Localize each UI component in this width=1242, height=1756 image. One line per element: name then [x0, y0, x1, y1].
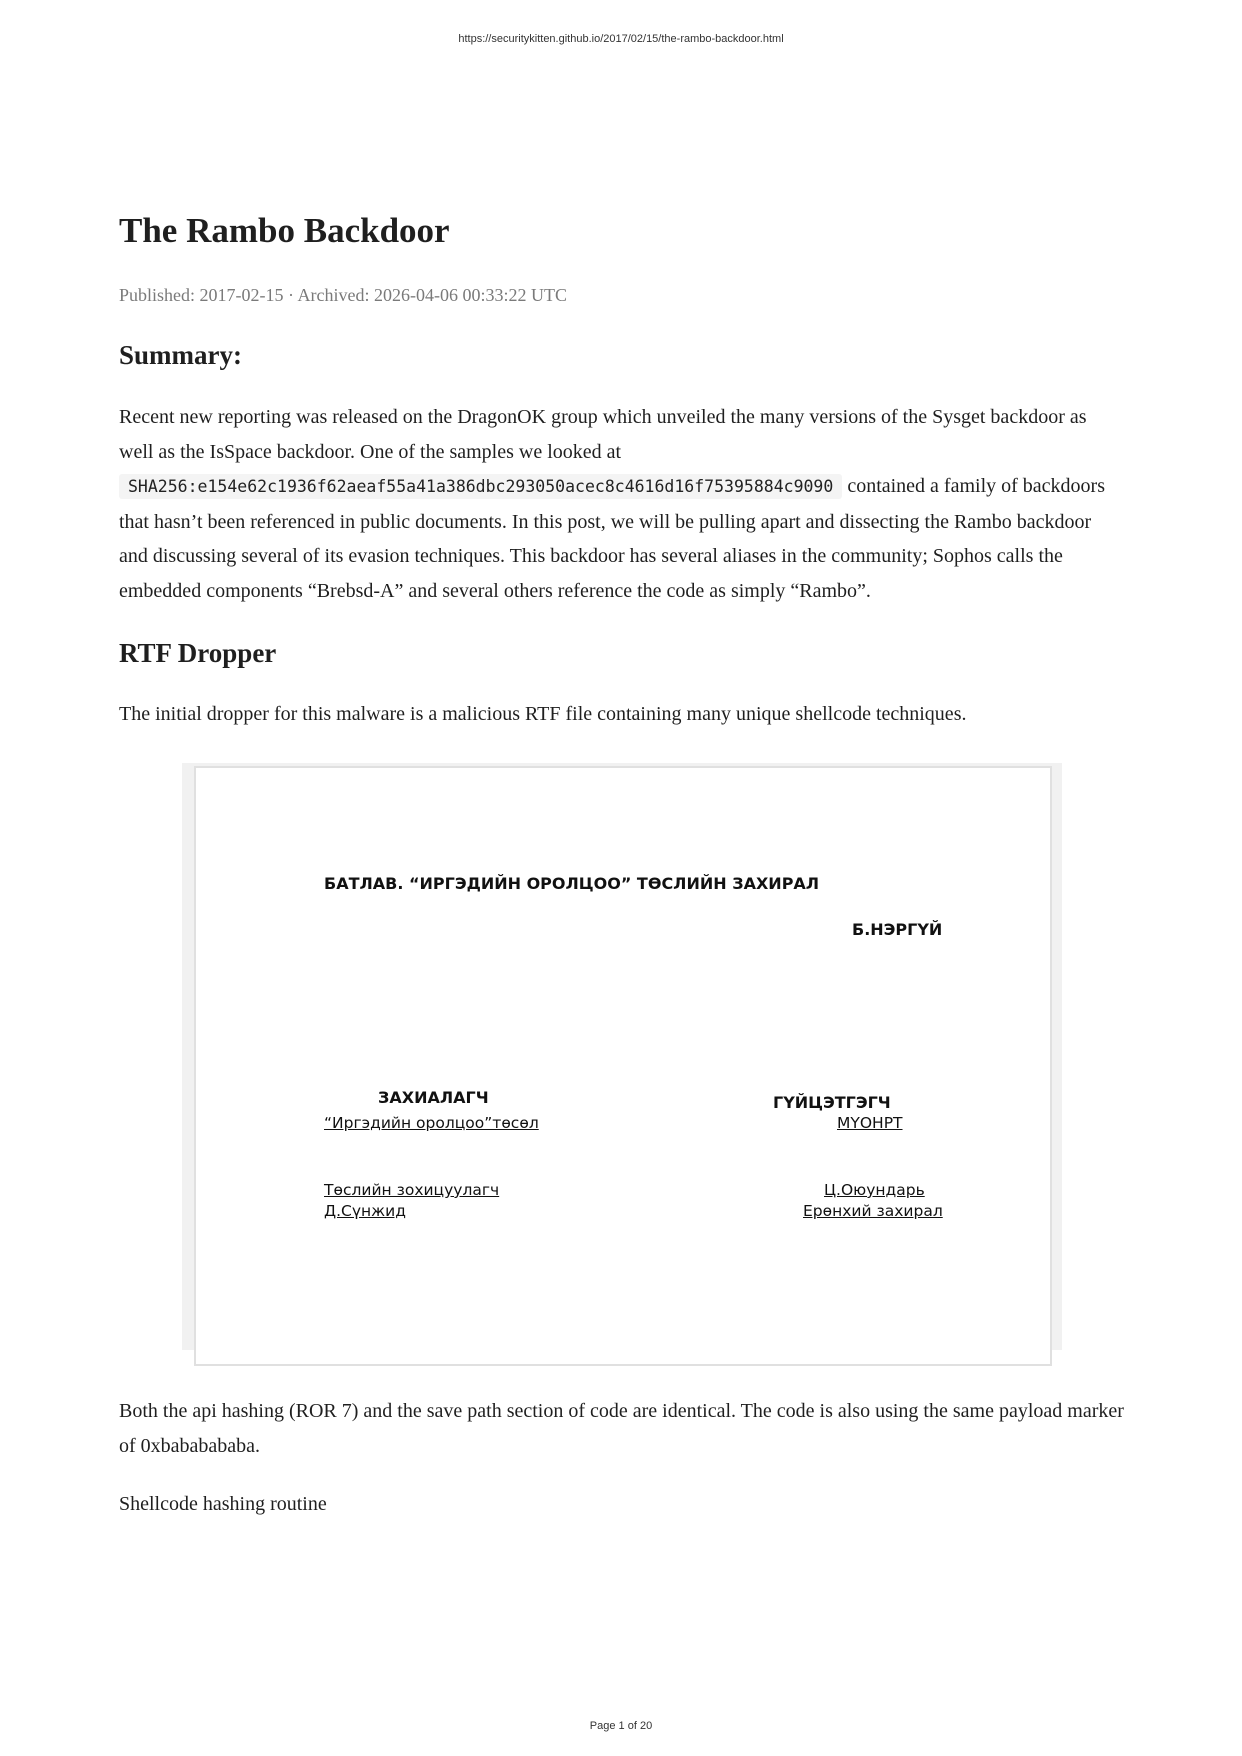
client-project: “Иргэдийн оролцоо”төсөл	[324, 1114, 539, 1132]
rtf-dropper-heading: RTF Dropper	[119, 638, 277, 668]
executor-org: МҮОНРТ	[837, 1114, 903, 1132]
dropper-paragraph: The initial dropper for this malware is a malicious RTF file containing many unique shellcode techniques.	[119, 703, 967, 725]
hashing-paragraph: Both the api hashing (ROR 7) and the save path section of code are identical. The code is also using the same payload marker of 0xbababababa.	[119, 1400, 1124, 1457]
sample-hash: SHA256:e154e62c1936f62aeaf55a41a386dbc293050acec8c4616d16f75395884c9090	[119, 474, 842, 499]
director-title: Ерөнхий захирал	[803, 1202, 943, 1220]
coordinator-title: Төслийн зохицуулагч	[324, 1181, 500, 1199]
article-title: The Rambo Backdoor	[119, 211, 450, 250]
approval-line: БАТЛАВ. “ИРГЭДИЙН ОРОЛЦОО” ТӨСЛИЙН ЗАХИРАЛ	[324, 874, 820, 893]
lure-document-screenshot	[182, 763, 1062, 1350]
article-meta: Published: 2017-02-15 · Archived: 2026-04-06 00:33:22 UTC	[119, 285, 567, 305]
summary-paragraph	[119, 400, 1124, 608]
lure-document-page	[194, 766, 1052, 1366]
approver-name: Б.НЭРГҮЙ	[852, 920, 943, 939]
page-number: Page 1 of 20	[589, 1720, 653, 1732]
summary-heading: Summary:	[119, 340, 242, 370]
summary-text-part1: Recent new reporting was released on the DragonOK group which unveiled the many versions of the Sysget backdoor as well as the IsSpace backdoor. One of the samples we looked at	[119, 406, 1087, 463]
shellcode-caption: Shellcode hashing routine	[119, 1493, 327, 1515]
client-label: ЗАХИАЛАГЧ	[378, 1088, 489, 1107]
executor-label: ГҮЙЦЭТГЭГЧ	[773, 1093, 891, 1112]
page-url-header: https://securitykitten.github.io/2017/02/15/the-rambo-backdoor.html	[458, 33, 784, 45]
coordinator-name: Д.Сүнжид	[324, 1202, 406, 1220]
director-name: Ц.Оюундарь	[824, 1181, 925, 1199]
summary-text-part2: contained a family of backdoors that hasn’t been referenced in public documents. In this post, we will be pulling apart and dissecting the Rambo backdoor and discussing several of its evasion techniques. This backdoor has several aliases in the community; Sophos calls the embedded components “Brebsd-A” and several others reference the code as simply “Rambo”.	[119, 475, 1105, 602]
